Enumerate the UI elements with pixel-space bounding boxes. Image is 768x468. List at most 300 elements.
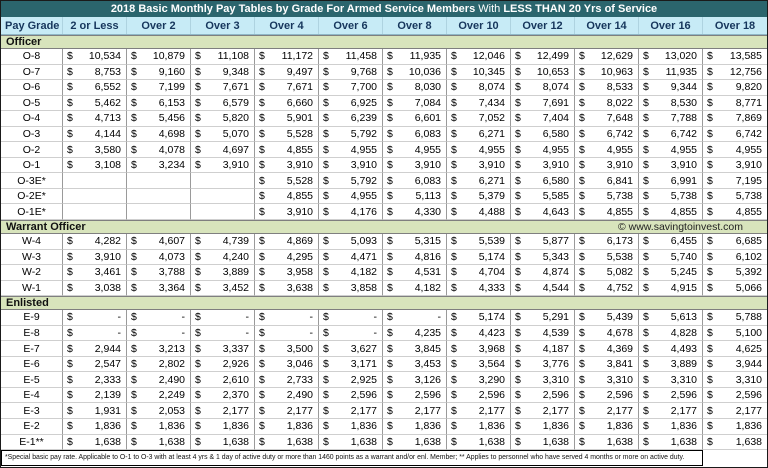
pay-value-cell	[383, 250, 447, 266]
dollar-sign: $	[259, 327, 265, 340]
dollar-sign: $	[643, 250, 649, 263]
pay-amount: 6,742	[670, 128, 697, 140]
dollar-sign: $	[323, 358, 329, 371]
pay-amount: 1,638	[542, 435, 569, 448]
pay-value-cell	[383, 372, 447, 388]
pay-grade-cell: W-4	[1, 234, 63, 250]
pay-amount: 4,739	[222, 235, 249, 248]
pay-grade-cell: E-4	[1, 388, 63, 404]
pay-value-cell	[127, 142, 191, 158]
pay-amount: 8,022	[606, 96, 633, 109]
pay-value-cell	[127, 341, 191, 357]
dollar-sign: $	[323, 266, 329, 279]
dollar-sign: $	[67, 128, 73, 140]
dollar-sign: $	[323, 128, 329, 140]
pay-value-cell	[575, 142, 639, 158]
pay-value-cell	[383, 111, 447, 127]
pay-value-cell	[63, 265, 127, 281]
section-label: Warrant Officer	[6, 221, 86, 234]
pay-amount: 3,889	[222, 266, 249, 279]
pay-value-cell	[127, 96, 191, 112]
dollar-sign: $	[131, 327, 137, 340]
pay-value-cell	[191, 173, 255, 189]
pay-value-cell	[63, 281, 127, 297]
pay-value-cell	[319, 281, 383, 297]
pay-amount: 2,596	[670, 389, 697, 402]
pay-amount: 2,944	[94, 342, 121, 355]
dollar-sign: $	[579, 389, 585, 402]
pay-value-cell	[575, 250, 639, 266]
dollar-sign: $	[643, 159, 649, 172]
pay-value-cell	[255, 403, 319, 419]
pay-amount: 6,742	[735, 128, 762, 140]
pay-amount: 3,845	[414, 342, 441, 355]
pay-amount: 8,533	[606, 81, 633, 94]
dollar-sign: $	[67, 311, 73, 324]
pay-amount: 4,539	[542, 327, 569, 340]
pay-amount: 3,461	[94, 266, 121, 279]
pay-amount: 3,910	[478, 159, 505, 172]
dollar-sign: $	[643, 205, 649, 218]
dollar-sign: $	[707, 389, 713, 402]
dollar-sign: $	[259, 420, 265, 433]
dollar-sign: $	[579, 205, 585, 218]
pay-amount: 12,499	[536, 50, 569, 63]
pay-amount: 5,174	[478, 311, 505, 324]
pay-amount: 3,910	[606, 159, 633, 172]
pay-amount: 3,858	[350, 281, 377, 294]
pay-value-cell	[319, 341, 383, 357]
pay-value-cell	[191, 127, 255, 143]
pay-grade-cell: O-6	[1, 80, 63, 96]
pay-value-cell	[383, 204, 447, 220]
pay-value-cell	[703, 419, 767, 435]
pay-amount: 7,434	[478, 96, 505, 109]
pay-value-cell	[447, 127, 511, 143]
pay-amount: 5,066	[735, 281, 762, 294]
pay-value-cell	[319, 388, 383, 404]
pay-amount: 3,500	[286, 342, 313, 355]
pay-amount: 6,102	[735, 250, 762, 263]
pay-value-cell	[639, 341, 703, 357]
dollar-sign: $	[323, 373, 329, 386]
dollar-sign: $	[515, 81, 521, 94]
dollar-sign: $	[259, 174, 265, 187]
pay-value-cell	[191, 49, 255, 65]
title-text-with: With	[475, 3, 504, 15]
pay-amount: 10,879	[152, 50, 185, 63]
pay-amount: 5,456	[158, 112, 185, 125]
pay-amount: 5,245	[670, 266, 697, 279]
pay-value-cell	[575, 265, 639, 281]
pay-amount: 4,915	[670, 281, 697, 294]
dollar-sign: $	[643, 235, 649, 248]
pay-value-cell	[191, 234, 255, 250]
pay-value-cell	[63, 189, 127, 205]
pay-value-cell	[319, 111, 383, 127]
pay-amount: 4,678	[606, 327, 633, 340]
pay-amount: 5,379	[478, 190, 505, 203]
dollar-sign: $	[643, 342, 649, 355]
dollar-sign: $	[387, 65, 393, 78]
pay-amount: 8,074	[542, 81, 569, 94]
pay-amount: 8,771	[735, 96, 762, 109]
dollar-sign: $	[323, 205, 329, 218]
pay-value-cell	[63, 65, 127, 81]
pay-amount: 6,271	[478, 128, 505, 140]
pay-amount: 4,330	[414, 205, 441, 218]
pay-amount: 2,596	[350, 389, 377, 402]
pay-amount: 4,235	[414, 327, 441, 340]
pay-value-cell	[511, 372, 575, 388]
pay-value-cell	[127, 250, 191, 266]
row-w-3	[1, 250, 767, 266]
row-e-6	[1, 357, 767, 373]
dollar-sign: $	[323, 81, 329, 94]
dollar-sign: $	[515, 250, 521, 263]
pay-amount: -	[245, 311, 249, 324]
pay-amount: 2,596	[478, 389, 505, 402]
pay-amount: 2,177	[478, 404, 505, 417]
pay-value-cell	[63, 173, 127, 189]
pay-amount: 3,968	[478, 342, 505, 355]
pay-amount: -	[117, 311, 121, 324]
pay-amount: 2,177	[286, 404, 313, 417]
pay-amount: 3,910	[286, 159, 313, 172]
pay-amount: 3,910	[414, 159, 441, 172]
pay-amount: 4,855	[286, 190, 313, 203]
dollar-sign: $	[707, 373, 713, 386]
pay-value-cell	[127, 234, 191, 250]
pay-amount: 7,199	[158, 81, 185, 94]
pay-value-cell	[575, 111, 639, 127]
pay-value-cell	[575, 49, 639, 65]
dollar-sign: $	[259, 81, 265, 94]
pay-value-cell	[127, 173, 191, 189]
pay-value-cell	[255, 372, 319, 388]
pay-amount: 2,802	[158, 358, 185, 371]
dollar-sign: $	[387, 358, 393, 371]
dollar-sign: $	[451, 96, 457, 109]
pay-amount: -	[373, 311, 377, 324]
dollar-sign: $	[387, 327, 393, 340]
pay-value-cell	[319, 403, 383, 419]
pay-amount: 3,910	[286, 205, 313, 218]
dollar-sign: $	[259, 190, 265, 203]
pay-value-cell	[191, 341, 255, 357]
dollar-sign: $	[515, 435, 521, 448]
pay-amount: 3,364	[158, 281, 185, 294]
pay-value-cell	[127, 80, 191, 96]
dollar-sign: $	[195, 327, 201, 340]
copyright-watermark: © www.savingtoinvest.com	[617, 221, 743, 234]
pay-amount: 1,836	[735, 420, 762, 433]
pay-amount: 1,638	[670, 435, 697, 448]
dollar-sign: $	[67, 96, 73, 109]
dollar-sign: $	[387, 342, 393, 355]
pay-amount: 1,638	[478, 435, 505, 448]
pay-amount: 8,753	[94, 65, 121, 78]
dollar-sign: $	[515, 190, 521, 203]
dollar-sign: $	[387, 112, 393, 125]
pay-amount: 4,713	[94, 112, 121, 125]
pay-value-cell	[127, 158, 191, 174]
dollar-sign: $	[643, 311, 649, 324]
pay-value-cell	[255, 49, 319, 65]
row-o-3e	[1, 173, 767, 189]
pay-value-cell	[255, 388, 319, 404]
pay-value-cell	[639, 49, 703, 65]
pay-value-cell	[63, 372, 127, 388]
pay-value-cell	[255, 250, 319, 266]
dollar-sign: $	[643, 389, 649, 402]
dollar-sign: $	[707, 235, 713, 248]
dollar-sign: $	[387, 128, 393, 140]
pay-amount: 5,738	[670, 190, 697, 203]
row-o-1e	[1, 204, 767, 220]
dollar-sign: $	[707, 250, 713, 263]
pay-amount: 4,544	[542, 281, 569, 294]
pay-amount: 1,638	[222, 435, 249, 448]
pay-value-cell	[639, 310, 703, 326]
pay-value-cell	[575, 388, 639, 404]
pay-amount: 1,836	[158, 420, 185, 433]
dollar-sign: $	[515, 174, 521, 187]
dollar-sign: $	[515, 205, 521, 218]
dollar-sign: $	[131, 65, 137, 78]
pay-amount: 11,458	[345, 50, 377, 63]
pay-amount: 4,955	[414, 143, 441, 156]
pay-value-cell	[319, 310, 383, 326]
dollar-sign: $	[579, 112, 585, 125]
dollar-sign: $	[387, 235, 393, 248]
pay-amount: 6,841	[606, 174, 633, 187]
dollar-sign: $	[579, 311, 585, 324]
dollar-sign: $	[67, 50, 73, 63]
pay-value-cell	[383, 49, 447, 65]
row-o-5	[1, 96, 767, 112]
pay-value-cell	[255, 357, 319, 373]
pay-amount: -	[181, 327, 185, 340]
dollar-sign: $	[451, 266, 457, 279]
dollar-sign: $	[451, 420, 457, 433]
dollar-sign: $	[131, 373, 137, 386]
pay-amount: 7,700	[350, 81, 377, 94]
dollar-sign: $	[579, 358, 585, 371]
pay-grade-cell: W-3	[1, 250, 63, 266]
pay-amount: 12,756	[729, 65, 762, 78]
dollar-sign: $	[579, 143, 585, 156]
pay-grade-cell: O-3E*	[1, 173, 63, 189]
pay-amount: -	[245, 327, 249, 340]
pay-value-cell	[511, 111, 575, 127]
dollar-sign: $	[515, 112, 521, 125]
dollar-sign: $	[387, 281, 393, 294]
pay-amount: 1,638	[414, 435, 441, 448]
dollar-sign: $	[323, 112, 329, 125]
pay-amount: -	[309, 327, 313, 340]
dollar-sign: $	[579, 96, 585, 109]
pay-amount: 4,828	[670, 327, 697, 340]
pay-value-cell	[703, 281, 767, 297]
pay-amount: 5,528	[286, 128, 313, 140]
pay-amount: 4,955	[606, 143, 633, 156]
dollar-sign: $	[643, 128, 649, 140]
pay-value-cell	[127, 310, 191, 326]
dollar-sign: $	[131, 96, 137, 109]
pay-value-cell	[447, 111, 511, 127]
row-o-3	[1, 127, 767, 143]
pay-amount: 6,925	[350, 96, 377, 109]
pay-amount: 11,172	[281, 50, 313, 63]
pay-amount: 4,704	[478, 266, 505, 279]
pay-value-cell	[191, 388, 255, 404]
pay-value-cell	[703, 234, 767, 250]
dollar-sign: $	[643, 96, 649, 109]
pay-value-cell	[383, 158, 447, 174]
pay-value-cell	[447, 65, 511, 81]
dollar-sign: $	[195, 420, 201, 433]
pay-amount: 6,579	[222, 96, 249, 109]
dollar-sign: $	[387, 190, 393, 203]
dollar-sign: $	[67, 327, 73, 340]
pay-amount: 3,108	[94, 159, 121, 172]
pay-value-cell	[255, 173, 319, 189]
pay-amount: 3,234	[158, 159, 185, 172]
pay-value-cell	[447, 49, 511, 65]
pay-value-cell	[575, 127, 639, 143]
pay-value-cell	[191, 326, 255, 342]
pay-amount: 4,874	[542, 266, 569, 279]
dollar-sign: $	[707, 128, 713, 140]
pay-value-cell	[319, 127, 383, 143]
pay-value-cell	[639, 173, 703, 189]
pay-value-cell	[319, 158, 383, 174]
pay-value-cell	[127, 403, 191, 419]
pay-amount: 5,820	[222, 112, 249, 125]
pay-amount: 6,580	[542, 174, 569, 187]
dollar-sign: $	[131, 311, 137, 324]
dollar-sign: $	[451, 235, 457, 248]
dollar-sign: $	[195, 50, 201, 63]
pay-amount: 1,836	[414, 420, 441, 433]
dollar-sign: $	[451, 342, 457, 355]
pay-value-cell	[511, 265, 575, 281]
pay-value-cell	[127, 281, 191, 297]
pay-amount: 4,855	[670, 205, 697, 218]
pay-amount: 9,820	[735, 81, 762, 94]
dollar-sign: $	[451, 404, 457, 417]
pay-value-cell	[127, 265, 191, 281]
pay-grade-cell: E-1**	[1, 435, 63, 451]
pay-amount: 4,869	[286, 235, 313, 248]
pay-amount: 5,585	[542, 190, 569, 203]
pay-grade-cell: E-9	[1, 310, 63, 326]
pay-amount: 2,177	[606, 404, 633, 417]
dollar-sign: $	[323, 342, 329, 355]
pay-amount: 3,453	[414, 358, 441, 371]
pay-value-cell	[447, 250, 511, 266]
pay-amount: 10,036	[408, 65, 441, 78]
pay-amount: 3,310	[670, 373, 697, 386]
dollar-sign: $	[131, 81, 137, 94]
pay-value-cell	[575, 403, 639, 419]
pay-amount: 1,638	[350, 435, 377, 448]
pay-value-cell	[575, 372, 639, 388]
pay-value-cell	[511, 403, 575, 419]
dollar-sign: $	[195, 250, 201, 263]
pay-value-cell	[319, 357, 383, 373]
pay-value-cell	[191, 80, 255, 96]
pay-value-cell	[575, 96, 639, 112]
pay-amount: 2,139	[94, 389, 121, 402]
pay-grade-cell: O-2E*	[1, 189, 63, 205]
dollar-sign: $	[195, 435, 201, 448]
pay-amount: 13,585	[729, 50, 762, 63]
dollar-sign: $	[195, 128, 201, 140]
dollar-sign: $	[707, 205, 713, 218]
pay-value-cell	[703, 65, 767, 81]
pay-value-cell	[63, 80, 127, 96]
dollar-sign: $	[259, 373, 265, 386]
dollar-sign: $	[131, 235, 137, 248]
pay-value-cell	[319, 419, 383, 435]
pay-value-cell	[127, 326, 191, 342]
pay-value-cell	[575, 310, 639, 326]
pay-value-cell	[703, 49, 767, 65]
dollar-sign: $	[451, 65, 457, 78]
pay-value-cell	[447, 326, 511, 342]
pay-value-cell	[127, 372, 191, 388]
dollar-sign: $	[515, 342, 521, 355]
pay-amount: 4,955	[478, 143, 505, 156]
dollar-sign: $	[451, 174, 457, 187]
row-o-7	[1, 65, 767, 81]
pay-value-cell	[383, 326, 447, 342]
pay-grade-cell: E-7	[1, 341, 63, 357]
dollar-sign: $	[707, 96, 713, 109]
dollar-sign: $	[707, 50, 713, 63]
pay-value-cell	[447, 234, 511, 250]
pay-value-cell	[447, 388, 511, 404]
pay-amount: 2,926	[222, 358, 249, 371]
dollar-sign: $	[451, 435, 457, 448]
pay-amount: 3,290	[478, 373, 505, 386]
dollar-sign: $	[131, 358, 137, 371]
pay-amount: 8,074	[478, 81, 505, 94]
pay-amount: 2,053	[158, 404, 185, 417]
pay-amount: 3,213	[158, 342, 185, 355]
title-text-emphasis: LESS THAN 20 Yrs of Service	[503, 3, 658, 15]
dollar-sign: $	[131, 266, 137, 279]
pay-amount: 13,020	[664, 50, 697, 63]
pay-value-cell	[383, 173, 447, 189]
column-header-over-14: Over 14	[575, 17, 639, 34]
dollar-sign: $	[195, 281, 201, 294]
dollar-sign: $	[323, 96, 329, 109]
pay-amount: 4,073	[158, 250, 185, 263]
pay-value-cell	[319, 372, 383, 388]
dollar-sign: $	[323, 190, 329, 203]
dollar-sign: $	[515, 311, 521, 324]
dollar-sign: $	[451, 112, 457, 125]
pay-value-cell	[63, 357, 127, 373]
pay-value-cell	[383, 357, 447, 373]
pay-amount: 6,173	[606, 235, 633, 248]
dollar-sign: $	[387, 159, 393, 172]
pay-value-cell	[511, 189, 575, 205]
pay-amount: 4,955	[735, 143, 762, 156]
